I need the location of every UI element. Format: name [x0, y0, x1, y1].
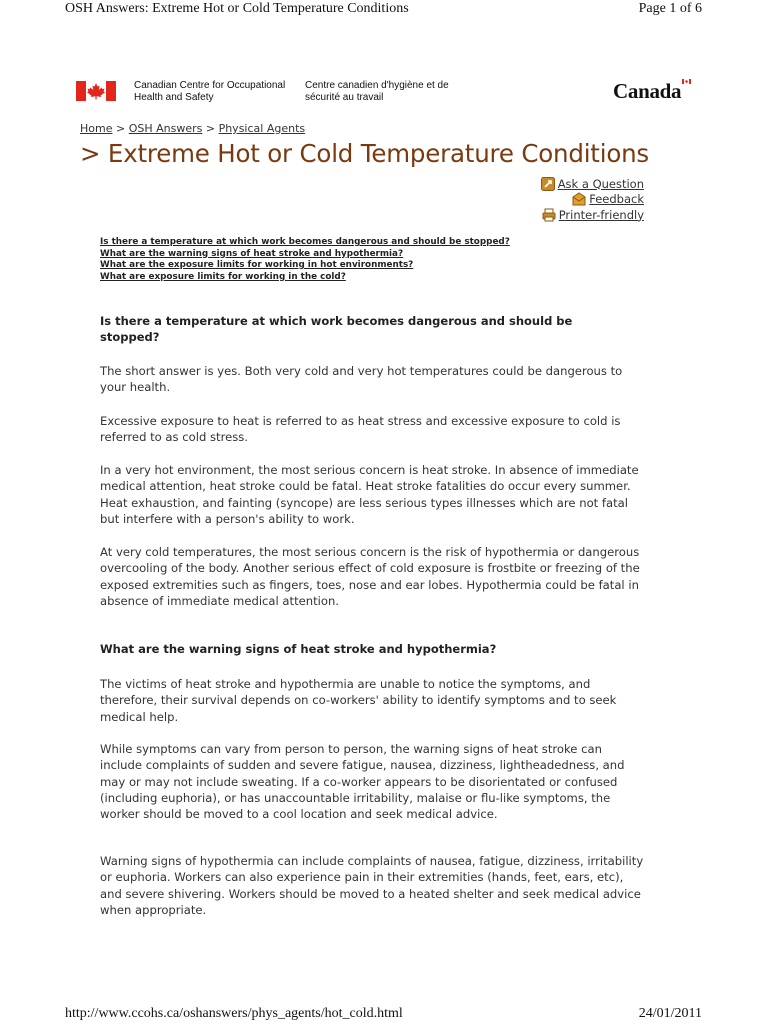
ask-question-link[interactable]: [541, 176, 644, 191]
wordmark-flag-icon: [682, 79, 691, 84]
paragraph: Warning signs of hypothermia can include complaints of nausea, fatigue, dizziness, irritability or euphoria. Workers can also experience pain in their extremities (hands, feet, ears, etc), and severe shivering. Workers should be moved to a heated shelter and seek medical advice when appropriate.: [100, 854, 644, 917]
page-title: > Extreme Hot or Cold Temperature Conditions: [80, 139, 649, 168]
breadcrumb-physical-agents-link[interactable]: Physical Agents: [218, 122, 306, 135]
feedback-label[interactable]: Feedback: [589, 192, 644, 206]
print-header-page: Page 1 of 6: [638, 1, 702, 16]
breadcrumb: [80, 122, 305, 135]
org-name-english: Canadian Centre for Occupational Health and Safety: [134, 80, 286, 103]
toc-link-cold-exposure-limits[interactable]: What are exposure limits for working in the cold?: [100, 271, 346, 282]
section-heading-dangerous-temperature: Is there a temperature at which work becomes dangerous and should be stopped?: [100, 314, 573, 344]
printer-friendly-link[interactable]: [541, 207, 644, 222]
breadcrumb-osh-answers-link[interactable]: OSH Answers: [128, 122, 203, 135]
breadcrumb-separator: >: [202, 122, 219, 135]
question-icon: [541, 177, 555, 191]
page-tools: [541, 176, 644, 223]
paragraph: The victims of heat stroke and hypothermia are unable to notice the symptoms, and therefore, their survival depends on co-workers' ability to identify symptoms and to seek medical help.: [100, 677, 617, 724]
paragraph: Excessive exposure to heat is referred to as heat stress and excessive exposure to cold is referred to as cold stress.: [100, 414, 621, 445]
paragraph: In a very hot environment, the most serious concern is heat stroke. In absence of immediate medical attention, heat stroke could be fatal. Heat stroke fatalities do occur every summer. Heat exhaustion, and fainting (syncope) are less serious types illnesses which are not fatal but interfere with a person's ability to work.: [100, 463, 639, 526]
print-footer-date: 24/01/2011: [638, 1006, 702, 1021]
paragraph: The short answer is yes. Both very cold and very hot temperatures could be dangerous to your health.: [100, 364, 623, 395]
printer-icon: [542, 208, 556, 222]
table-of-contents: [100, 237, 510, 283]
printer-friendly-label[interactable]: Printer-friendly: [558, 207, 644, 222]
ask-question-label[interactable]: Ask a Question: [557, 176, 644, 191]
toc-link-dangerous-temperature[interactable]: Is there a temperature at which work becomes dangerous and should be stopped?: [100, 237, 510, 247]
toc-link-warning-signs[interactable]: What are the warning signs of heat stroke and hypothermia?: [100, 248, 404, 259]
canada-flag-icon: [76, 81, 116, 101]
breadcrumb-separator: >: [112, 122, 129, 135]
print-header: [0, 0, 768, 20]
site-banner: [76, 76, 696, 110]
paragraph: While symptoms can vary from person to person, the warning signs of heat stroke can include complaints of sudden and severe fatigue, nausea, dizziness, lightheadedness, and may or may not include sweating. If a co-worker appears to be disorientated or confused (including euphoria), or has unaccountable irritability, malaise or flu-like symptoms, the worker should be moved to a cool location and seek medical advice.: [100, 742, 625, 822]
mail-icon: [572, 192, 586, 206]
breadcrumb-home-link[interactable]: Home: [80, 122, 113, 135]
org-name-french: Centre canadien d'hygiène et de sécurité au travail: [305, 80, 449, 103]
canada-wordmark: Canada: [613, 79, 682, 103]
paragraph: At very cold temperatures, the most serious concern is the risk of hypothermia or dangerous overcooling of the body. Another serious effect of cold exposure is frostbite or freezing of the exposed extremities such as fingers, toes, nose and ear lobes. Hypothermia could be fatal in absence of immediate medical attention.: [100, 545, 640, 608]
print-header-title: OSH Answers: Extreme Hot or Cold Temperature Conditions: [65, 1, 409, 16]
toc-link-hot-exposure-limits[interactable]: What are the exposure limits for working in hot environments?: [100, 260, 414, 270]
print-footer-url: http://www.ccohs.ca/oshanswers/phys_agents/hot_cold.html: [65, 1006, 403, 1021]
feedback-link[interactable]: [541, 192, 644, 207]
section-heading-warning-signs: What are the warning signs of heat stroke and hypothermia?: [100, 642, 497, 656]
